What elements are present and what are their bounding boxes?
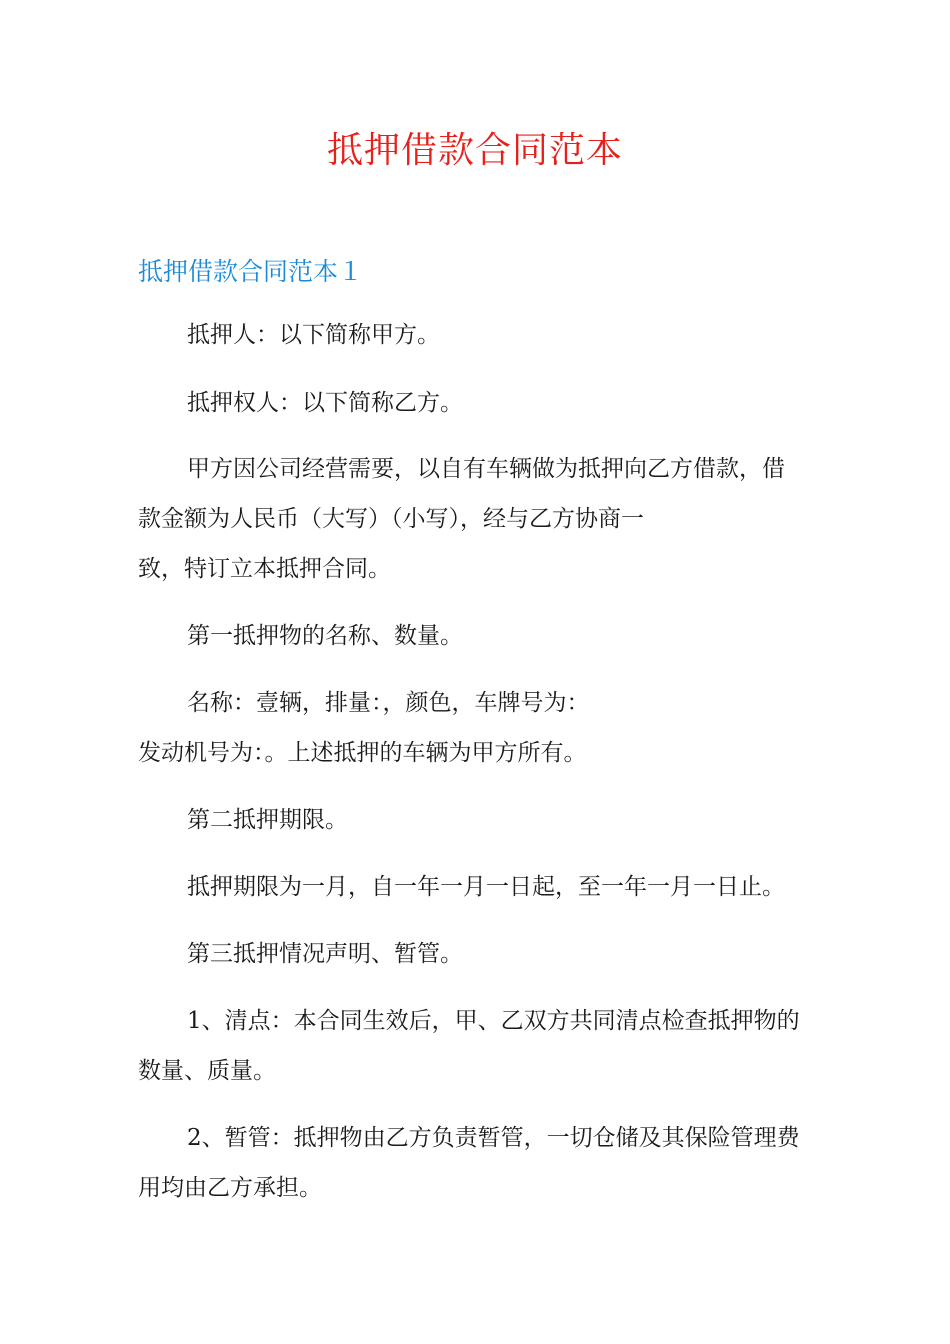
paragraph-purpose-line-1: 甲方因公司经营需要，以自有车辆做为抵押向乙方借款，借 xyxy=(187,456,785,482)
clause-3-item-1-line-1: 1、清点：本合同生效后，甲、乙双方共同清点检查抵押物的 xyxy=(187,1008,800,1034)
paragraph-purpose-line-3: 致，特订立本抵押合同。 xyxy=(138,556,391,582)
paragraph-pledgor: 抵押人：以下简称甲方。 xyxy=(187,322,440,348)
clause-1-detail-line-1: 名称：壹辆，排量：，颜色，车牌号为： xyxy=(187,690,590,716)
clause-3-item-1-line-2: 数量、质量。 xyxy=(138,1058,276,1084)
clause-1-detail-line-2: 发动机号为：。上述抵押的车辆为甲方所有。 xyxy=(138,740,587,766)
clause-3-heading: 第三抵押情况声明、暂管。 xyxy=(187,941,463,967)
clause-3-item-2-line-2: 用均由乙方承担。 xyxy=(138,1175,322,1201)
paragraph-pledgee: 抵押权人：以下简称乙方。 xyxy=(187,390,463,416)
section-heading: 抵押借款合同范本１ xyxy=(138,257,364,286)
clause-3-item-2-line-1: 2、暂管：抵押物由乙方负责暂管，一切仓储及其保险管理费 xyxy=(187,1125,800,1151)
clause-2-heading: 第二抵押期限。 xyxy=(187,807,348,833)
paragraph-purpose-line-2: 款金额为人民币（大写）（小写），经与乙方协商一 xyxy=(138,506,644,532)
clause-2-detail: 抵押期限为一月，自一年一月一日起，至一年一月一日止。 xyxy=(187,874,785,900)
clause-1-heading: 第一抵押物的名称、数量。 xyxy=(187,623,463,649)
document-title: 抵押借款合同范本 xyxy=(326,130,623,171)
